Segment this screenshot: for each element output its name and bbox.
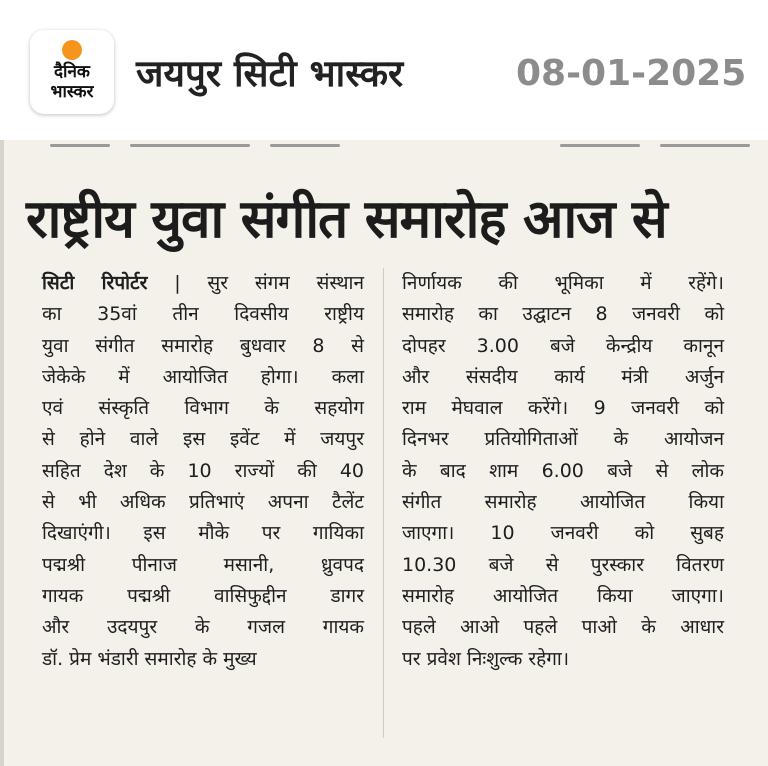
article-line: दिनभर प्रतियोगिताओं के आयोजन	[402, 428, 724, 451]
article-line: और संसदीय कार्य मंत्री अर्जुन	[402, 365, 724, 388]
sun-icon	[62, 40, 82, 60]
column-divider	[383, 268, 384, 738]
clipping-edge	[0, 140, 4, 766]
article-line: दोपहर 3.00 बजे केन्द्रीय कानून	[402, 334, 724, 357]
article-line: पर प्रवेश निःशुल्क रहेगा।	[402, 647, 570, 670]
article-line: निर्णायक की भूमिका में रहेंगे।	[402, 272, 724, 294]
article-line: गायक पद्मश्री वासिफुद्दीन डागर	[42, 584, 364, 607]
edition-title: जयपुर सिटी भास्कर	[136, 52, 404, 95]
dainik-bhaskar-logo[interactable]	[30, 30, 114, 114]
article-line: समारोह का उद्घाटन 8 जनवरी को	[402, 303, 724, 326]
article-line: संगीत समारोह आयोजित किया	[402, 491, 724, 514]
news-clipping	[0, 140, 768, 766]
app-header	[0, 0, 768, 140]
article-line: का 35वां तीन दिवसीय राष्ट्रीय	[42, 303, 364, 326]
article-line: सहित देश के 10 राज्यों की 40	[42, 459, 364, 482]
cropped-text-strip	[40, 144, 760, 154]
article-line: जेकेके में आयोजित होगा। कला	[42, 365, 364, 388]
article-line: के बाद शाम 6.00 बजे से लोक	[402, 459, 724, 482]
article-line: पद्मश्री पीनाज मसानी, ध्रुवपद	[42, 553, 364, 576]
article-column-right	[402, 268, 724, 675]
article-line: 10.30 बजे से पुरस्कार वितरण	[402, 553, 724, 576]
article-line: पहले आओ पहले पाओ के आधार	[402, 616, 724, 639]
byline: सिटी रिपोर्टर	[42, 272, 148, 294]
article-line: डॉ. प्रेम भंडारी समारोह के मुख्य	[42, 647, 257, 670]
logo-line-2: भास्कर	[50, 82, 94, 102]
article-line: से भी अधिक प्रतिभाएं अपना टैलेंट	[42, 491, 364, 514]
article-line: दिखाएंगी। इस मौके पर गायिका	[42, 522, 364, 545]
article-line: और उदयपुर के गजल गायक	[42, 616, 364, 639]
article-headline: राष्ट्रीय युवा संगीत समारोह आज से	[26, 189, 667, 250]
article-line	[42, 268, 364, 299]
article-column-left	[42, 268, 364, 675]
article-line: से होने वाले इस इवेंट में जयपुर	[42, 428, 364, 451]
article-line: समारोह आयोजित किया जाएगा।	[402, 584, 724, 607]
edition-date: 08-01-2025	[516, 53, 747, 94]
article-text: | सुर संगम संस्थान	[147, 272, 364, 294]
article-line: जाएगा। 10 जनवरी को सुबह	[402, 522, 724, 545]
article-line: एवं संस्कृति विभाग के सहयोग	[42, 397, 364, 420]
logo-line-1: दैनिक	[54, 62, 90, 82]
article-line: युवा संगीत समारोह बुधवार 8 से	[42, 334, 364, 357]
article-line: राम मेघवाल करेंगे। 9 जनवरी को	[402, 397, 724, 420]
